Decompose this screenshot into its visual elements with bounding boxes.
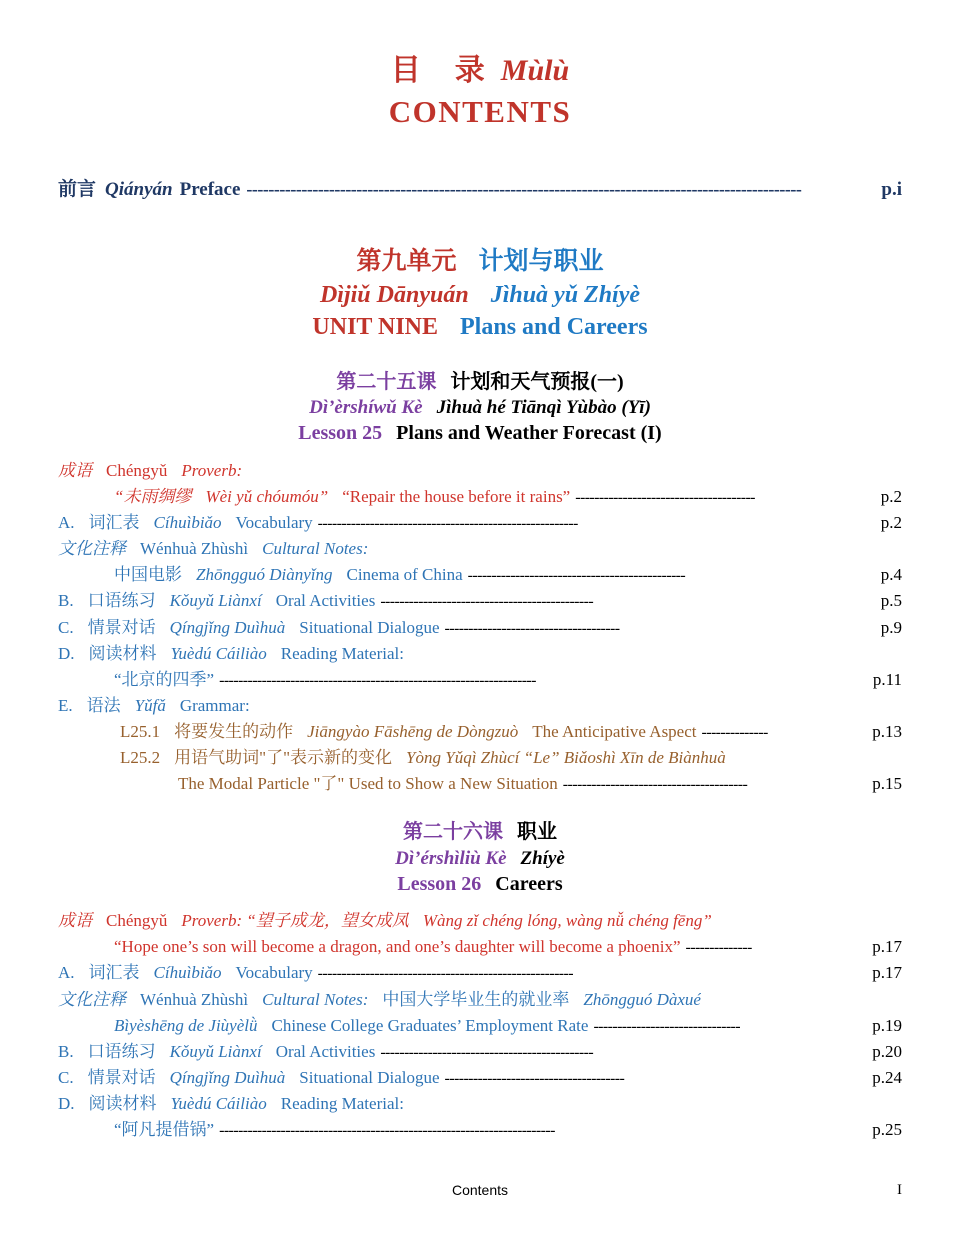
toc-list-lesson26: [58, 908, 902, 1143]
page-number: p.2: [880, 512, 902, 532]
lesson26-chinese-right: 职业: [517, 821, 557, 844]
unit-pinyin-line: [0, 279, 960, 311]
toc-entry-text: [58, 536, 368, 562]
unit-english-left: UNIT NINE: [312, 313, 439, 340]
toc-entry[interactable]: [58, 484, 902, 510]
dot-leader: ----------------------------------------------: [467, 567, 686, 585]
toc-entry-part: Zhōngguó Diànyǐng: [196, 565, 333, 585]
toc-entry-part: Proverb: “望子成龙，望女成凤: [181, 911, 409, 931]
lesson25-pinyin-line: [0, 395, 960, 420]
unit-heading: [0, 245, 960, 343]
toc-entry[interactable]: [58, 615, 902, 641]
page-number: p.17: [872, 963, 902, 983]
unit-chinese-line: [0, 245, 960, 279]
preface-english: Preface: [179, 179, 241, 201]
toc-entry-part: Chéngyǔ: [106, 911, 168, 931]
toc-entry-text: [58, 484, 570, 510]
toc-entry[interactable]: [58, 562, 902, 588]
toc-entry-text: [58, 510, 313, 536]
dot-leader: --------------: [701, 723, 768, 741]
toc-entry-part: Oral Activities: [275, 1041, 376, 1061]
toc-entry-part: 词汇表: [88, 512, 140, 532]
lesson26-pinyin-right: Zhíyè: [520, 847, 565, 869]
toc-entry-text: [58, 719, 697, 745]
dot-leader: ---------------------------------------: [562, 776, 748, 794]
toc-entry-part: Yòng Yǔqì Zhùcí “Le” Biǎoshì Xīn de Biànhuà: [406, 748, 726, 768]
toc-entry-part: 阅读材料: [88, 643, 157, 663]
toc-entry-part: Wénhuà Zhùshì: [140, 539, 249, 559]
title-english: CONTENTS: [388, 94, 572, 130]
toc-entry-part: Cultural Notes:: [262, 989, 369, 1009]
toc-entry-part: 情景对话: [87, 1068, 156, 1088]
toc-entry[interactable]: [58, 1039, 902, 1065]
toc-entry-part: 文化注释: [58, 539, 126, 559]
page-number: p.11: [872, 669, 902, 689]
toc-entry[interactable]: [58, 667, 902, 693]
dot-leader: -------------------------------------: [444, 619, 620, 637]
toc-entry-part: “未雨绸缪: [114, 486, 192, 506]
toc-entry-part: C.: [58, 617, 74, 637]
toc-entry-part: Yuèdú Cáiliào: [170, 1094, 267, 1114]
lesson26-english-line: [0, 871, 960, 897]
dot-leader: --------------------------------------: [575, 488, 755, 506]
dot-leader: ---------------------------------------------: [380, 1043, 594, 1061]
toc-entry-part: Wàng zǐ chéng lóng, wàng nǚ chéng fēng”: [422, 911, 712, 931]
toc-entry[interactable]: [58, 908, 902, 934]
toc-entry-part: Chinese College Graduates’ Employment Rate: [271, 1015, 589, 1035]
lesson26-english-left: Lesson 26: [397, 872, 482, 895]
toc-entry[interactable]: [58, 641, 902, 667]
toc-entry-text: [58, 1117, 214, 1143]
toc-entry-part: Qíngjǐng Duìhuà: [169, 617, 286, 637]
toc-entry[interactable]: [58, 719, 902, 745]
dot-leader: --------------: [685, 939, 752, 957]
toc-entry-part: 情景对话: [87, 617, 156, 637]
toc-entry-part: Cultural Notes:: [262, 539, 369, 559]
toc-entry-part: Jiāngyào Fāshēng de Dòngzuò: [307, 721, 519, 741]
dot-leader: -------------------------------: [593, 1017, 741, 1035]
toc-entry-part: 语法: [86, 696, 121, 716]
toc-entry-text: [58, 745, 726, 771]
toc-entry-part: Cíhuìbiǎo: [153, 963, 222, 983]
toc-entry[interactable]: [58, 934, 902, 960]
toc-entry-part: “Repair the house before it rains”: [342, 486, 571, 506]
toc-entry-part: L25.1: [120, 721, 161, 741]
toc-entry-text: [58, 588, 375, 614]
toc-entry[interactable]: [58, 1117, 902, 1143]
toc-entry-text: [58, 562, 463, 588]
toc-entry-text: [58, 1091, 404, 1117]
page-number: p.20: [872, 1041, 902, 1061]
toc-entry-part: “Hope one’s son will become a dragon, and one’s daughter will become a phoenix”: [114, 937, 681, 957]
page-number: p.13: [872, 721, 902, 741]
unit-english-right: Plans and Careers: [460, 313, 648, 340]
toc-entry-part: 将要发生的动作: [174, 721, 294, 741]
toc-entry-text: [58, 615, 440, 641]
toc-entry[interactable]: [58, 1091, 902, 1117]
toc-entry-part: L25.2: [120, 748, 161, 768]
toc-entry-part: Situational Dialogue: [299, 617, 440, 637]
page-number: p.19: [872, 1015, 902, 1035]
toc-entry-part: Bìyèshēng de Jiùyèlǜ: [114, 1015, 258, 1035]
toc-entry-part: Grammar:: [179, 696, 250, 716]
toc-entry-part: Qíngjǐng Duìhuà: [169, 1068, 286, 1088]
lesson26-pinyin-line: [0, 846, 960, 871]
dot-leader: -------------------------------------------------------------------: [219, 671, 536, 689]
toc-entry-text: [58, 1065, 440, 1091]
toc-entry-part: Kǒuyǔ Liànxí: [169, 1041, 262, 1061]
toc-entry[interactable]: [58, 588, 902, 614]
toc-entry-part: 成语: [58, 911, 92, 931]
page-footer: [58, 1182, 902, 1198]
toc-entry-text: [58, 1013, 588, 1039]
lesson25-pinyin-right: Jìhuà hé Tiānqì Yùbào (Yī): [436, 397, 651, 419]
footer-page-number: I: [897, 1182, 902, 1198]
lesson25-heading: [0, 369, 960, 447]
toc-entry[interactable]: [58, 458, 902, 484]
toc-entry-part: Cíhuìbiǎo: [153, 512, 222, 532]
footer-label: Contents: [451, 1182, 509, 1198]
page-number: p.25: [872, 1120, 902, 1140]
page-number: p.9: [880, 617, 902, 637]
lesson25-pinyin-left: Dì’èrshíwǔ Kè: [309, 397, 423, 419]
toc-entry-part: B.: [58, 591, 74, 611]
toc-entry-part: B.: [58, 1041, 74, 1061]
toc-entry-part: Reading Material:: [280, 643, 404, 663]
page-number: p.5: [880, 591, 902, 611]
toc-entry-part: Zhōngguó Dàxué: [583, 989, 701, 1009]
toc-entry-part: D.: [58, 1094, 75, 1114]
toc-entry-text: [58, 960, 313, 986]
toc-entry[interactable]: [58, 1065, 902, 1091]
toc-entry-part: Reading Material:: [280, 1094, 404, 1114]
toc-entry-part: Yuèdú Cáiliào: [170, 643, 267, 663]
toc-entry-text: [58, 987, 701, 1013]
toc-entry[interactable]: [58, 536, 902, 562]
page-number: p.i: [881, 179, 902, 201]
toc-list-lesson25: [58, 458, 902, 798]
dot-leader: -------------------------------------------------------: [317, 514, 578, 532]
toc-entry[interactable]: [58, 987, 902, 1013]
toc-entry-part: Kǒuyǔ Liànxí: [169, 591, 262, 611]
toc-entry-part: The Modal Particle "了" Used to Show a New Situation: [178, 774, 558, 794]
toc-entry[interactable]: [58, 771, 902, 797]
toc-entry-part: Oral Activities: [275, 591, 376, 611]
toc-entry-part: A.: [58, 512, 75, 532]
toc-entry-part: Yǔfǎ: [134, 696, 166, 716]
toc-entry-part: 词汇表: [88, 963, 140, 983]
lesson25-english-left: Lesson 25: [298, 422, 383, 445]
toc-entry[interactable]: [58, 745, 902, 771]
toc-entry-text: [58, 771, 558, 797]
unit-chinese-left: 第九单元: [356, 248, 457, 276]
toc-entry-part: C.: [58, 1068, 74, 1088]
lesson26-english-right: Careers: [495, 872, 563, 895]
toc-entry-part: 成语: [58, 460, 92, 480]
toc-entry-part: Situational Dialogue: [299, 1068, 440, 1088]
title-chinese-line: [0, 52, 960, 90]
page-number: p.24: [872, 1068, 902, 1088]
preface-chinese: 前言: [58, 179, 97, 201]
lesson26-heading: [0, 819, 960, 897]
toc-entry-part: “北京的四季”: [114, 669, 215, 689]
toc-entry-part: 阅读材料: [88, 1094, 157, 1114]
toc-entry-part: Proverb:: [181, 460, 243, 480]
title-pinyin: Mùlù: [500, 54, 570, 87]
dot-leader: -----------------------------------------------------------------------------------------------------: [246, 179, 802, 200]
dot-leader: ---------------------------------------------: [380, 593, 594, 611]
lesson26-chinese-line: [0, 819, 960, 845]
toc-entry-part: 用语气助词"了"表示新的变化: [174, 748, 393, 768]
lesson25-chinese-line: [0, 369, 960, 395]
title-chinese: 目 录: [390, 54, 487, 87]
toc-entry[interactable]: [58, 960, 902, 986]
toc-entry-part: Chéngyǔ: [106, 460, 168, 480]
preface-pinyin: Qiányán: [105, 179, 173, 201]
toc-entry-text: [58, 934, 681, 960]
toc-entry-part: 口语练习: [87, 591, 156, 611]
dot-leader: ------------------------------------------------------: [317, 965, 573, 983]
lesson25-english-line: [0, 420, 960, 446]
dot-leader: --------------------------------------: [444, 1070, 625, 1088]
toc-entry[interactable]: [58, 1013, 902, 1039]
toc-entry-part: “阿凡提借锅”: [114, 1120, 215, 1140]
toc-entry-text: [58, 641, 404, 667]
page-number: p.15: [872, 774, 902, 794]
toc-entry-part: Vocabulary: [235, 512, 313, 532]
page-title: [0, 0, 960, 132]
toc-entry-part: E.: [58, 696, 73, 716]
lesson25-chinese-right: 计划和天气预报(一): [450, 370, 624, 393]
toc-entry-part: D.: [58, 643, 75, 663]
toc-entry-part: Wénhuà Zhùshì: [140, 989, 249, 1009]
toc-entry-text: [58, 1039, 375, 1065]
toc-entry-part: 文化注释: [58, 989, 126, 1009]
toc-entry-text: [58, 693, 250, 719]
toc-entry[interactable]: [58, 510, 902, 536]
page-number: p.2: [880, 486, 902, 506]
toc-entry-part: 口语练习: [87, 1041, 156, 1061]
lesson26-chinese-left: 第二十六课: [403, 821, 503, 844]
page-number: p.4: [880, 565, 902, 585]
toc-entry-part: A.: [58, 963, 75, 983]
toc-entry-part: Vocabulary: [235, 963, 313, 983]
toc-entry-part: 中国电影: [114, 565, 182, 585]
toc-entry[interactable]: [58, 693, 902, 719]
toc-entry-part: The Anticipative Aspect: [532, 721, 697, 741]
toc-entry-part: Cinema of China: [346, 565, 463, 585]
unit-chinese-right: 计划与职业: [478, 248, 604, 276]
toc-entry-preface[interactable]: [58, 174, 902, 201]
lesson25-english-right: Plans and Weather Forecast (I): [396, 422, 662, 445]
unit-english-line: [0, 311, 960, 343]
unit-pinyin-left: Dìjiǔ Dānyuán: [319, 281, 469, 308]
toc-entry-text: [58, 908, 712, 934]
lesson25-chinese-left: 第二十五课: [336, 370, 437, 393]
toc-entry-text: [58, 667, 214, 693]
toc-entry-part: 中国大学毕业生的就业率: [382, 989, 570, 1009]
toc-entry-part: Wèi yǔ chóumóu”: [205, 486, 329, 506]
dot-leader: -----------------------------------------------------------------------: [219, 1122, 555, 1140]
toc-entry-text: [58, 458, 242, 484]
lesson26-pinyin-left: Dì’érshìliù Kè: [395, 847, 507, 869]
page-number: p.17: [872, 937, 902, 957]
unit-pinyin-right: Jìhuà yǔ Zhíyè: [490, 281, 641, 308]
